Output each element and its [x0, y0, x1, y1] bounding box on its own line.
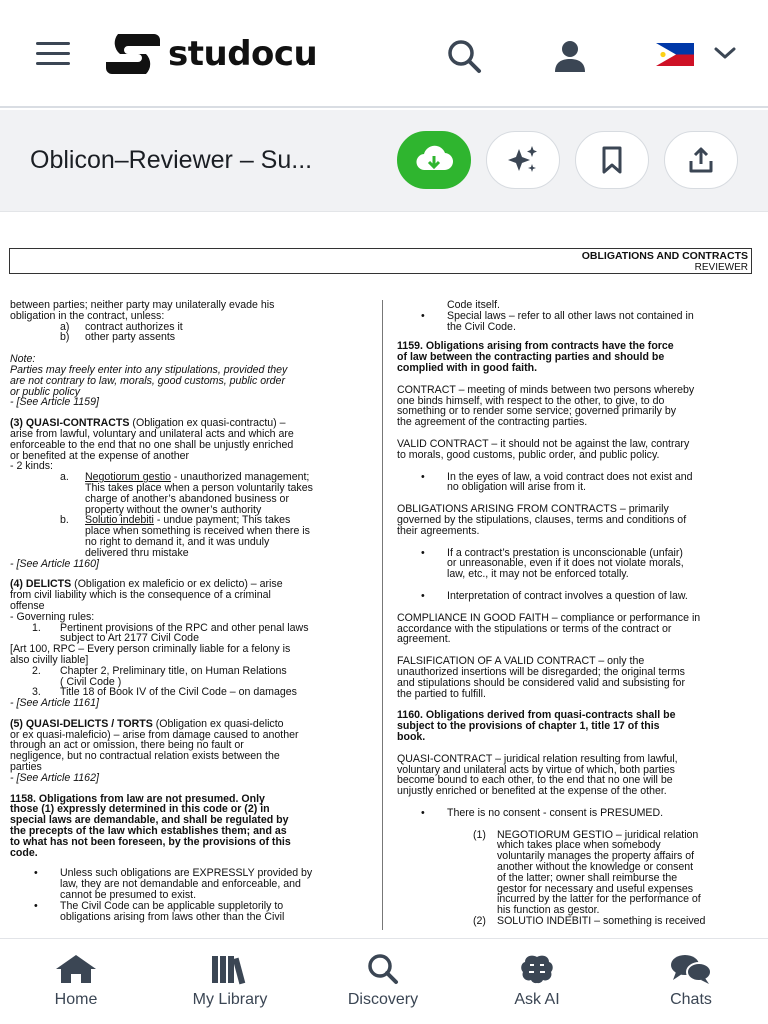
user-icon[interactable] — [550, 36, 590, 76]
download-icon — [414, 144, 454, 176]
section-heading: (4) DELICTS (Obligation ex maleficio or ex delicto) – arise — [10, 578, 283, 591]
list-item: a. Negotiorum gestio - unauthorized management; — [60, 471, 310, 484]
text-line: and stipulations should be considered valid and subsisting for — [397, 676, 685, 689]
text-line: property without the owner’s authority — [85, 503, 262, 516]
text-line: obligations arising from laws other than the Civil — [60, 910, 285, 923]
list-item: (1) NEGOTIORUM GESTIO – juridical relation — [473, 828, 699, 841]
brand-name: studocu — [168, 34, 318, 74]
list-item: 3. Title 18 of Book IV of the Civil Code – on damages — [32, 686, 297, 699]
text-line: FALSIFICATION OF A VALID CONTRACT – only the — [397, 655, 645, 668]
section-heading: (3) QUASI-CONTRACTS (Obligation ex quasi-contractu) – — [10, 417, 286, 430]
article-heading: those (1) expressly determined in this code or (2) in — [10, 803, 270, 816]
text-line: offense — [10, 599, 45, 612]
text-line: his function as gestor. — [497, 904, 600, 917]
nav-discovery[interactable] — [328, 953, 438, 1017]
document-title: Oblicon–Reviewer – Su... — [30, 146, 313, 174]
document-header-box — [9, 248, 752, 274]
text-line: - Governing rules: — [10, 610, 95, 623]
text-line: arise from lawful, voluntary and unilateral acts and which are — [10, 427, 294, 440]
text-line: cannot be presumed to exist. — [60, 889, 197, 902]
nav-my-library-label: My Library — [192, 991, 268, 1008]
list-item: 1. Pertinent provisions of the RPC and other penal laws — [32, 621, 309, 634]
text-line: the Civil Code. — [447, 320, 516, 333]
nav-my-library[interactable] — [175, 953, 285, 1017]
document-title-bar — [0, 110, 768, 212]
section-heading: (5) QUASI-DELICTS / TORTS (Obligation ex quasi-delicto — [10, 717, 284, 730]
text-line: COMPLIANCE IN GOOD FAITH – compliance or performance in — [397, 611, 701, 624]
article-heading: 1158. Obligations from law are not presumed. Only — [10, 792, 265, 805]
article-reference: - [See Article 1160] — [10, 557, 99, 570]
text-line: unjustly enriched or benefited at the expense of the other. — [397, 785, 667, 798]
nav-ask-ai[interactable] — [482, 953, 592, 1017]
text-line: become bound to each other, to the end that no one will be — [397, 774, 673, 787]
text-line: law, etc., it may not be enforced totally. — [447, 568, 629, 581]
text-line: obligation in the contract, unless: — [10, 309, 165, 322]
article-heading: the precepts of the law which establishes them; and as — [10, 825, 287, 838]
article-heading: book. — [397, 730, 426, 743]
text-line: enforceable to the end that no one shall be unjustly enriched — [10, 438, 294, 451]
article-heading: code. — [10, 846, 38, 859]
text-line: agreement. — [397, 633, 451, 646]
text-line: voluntarily manages the property affairs of — [497, 850, 695, 863]
text-line: the partied to fulfill. — [397, 687, 486, 700]
text-line: to morals, good customs, public order, and public policy. — [397, 448, 660, 461]
studocu-logo[interactable] — [104, 30, 317, 78]
text-line: ( Civil Code ) — [60, 675, 122, 688]
note-text: Parties may freely enter into any stipulations, provided they — [10, 363, 288, 376]
document-header-title: OBLIGATIONS AND CONTRACTS — [581, 250, 748, 262]
text-line: no obligation will arise from it. — [447, 481, 586, 494]
text-line: gestor for necessary and useful expenses — [497, 882, 694, 895]
bullet-item: • The Civil Code can be applicable suppletorily to — [10, 901, 362, 912]
text-line: voluntary and unilateral acts by virtue of which, both parties — [397, 763, 675, 776]
list-item: 2. Chapter 2, Preliminary title, on Human Relations — [32, 664, 287, 677]
article-reference: - [See Article 1161] — [10, 697, 99, 710]
text-line: OBLIGATIONS ARISING FROM CONTRACTS – primarily — [397, 503, 669, 516]
document-page — [0, 214, 768, 938]
note-text: or public policy — [10, 385, 81, 398]
article-reference: - [See Article 1159] — [10, 396, 99, 409]
text-line: from civil liability which is the consequence of a criminal — [10, 589, 271, 602]
note-text: are not contrary to law, morals, good customs, public order — [10, 374, 285, 387]
bullet-item: • Interpretation of contract involves a question of law. — [397, 591, 747, 602]
brain-icon — [517, 953, 557, 985]
ai-sparkle-icon — [506, 143, 540, 177]
text-line: place when something is received when there is — [85, 525, 310, 538]
text-line: through an act or omission, there being no fault or — [10, 739, 244, 752]
home-icon — [54, 953, 98, 985]
chevron-down-icon[interactable] — [712, 44, 738, 62]
nav-ask-ai-label: Ask AI — [514, 991, 560, 1008]
text-line: the agreement of the contracting parties. — [397, 416, 588, 429]
text-line: of the latter; owner shall reimburse the — [497, 871, 678, 884]
philippines-flag-icon[interactable] — [656, 43, 694, 66]
share-icon — [686, 145, 716, 175]
nav-chats[interactable] — [636, 953, 746, 1017]
share-button[interactable] — [664, 131, 738, 189]
text-line: or benefited at the expense of another — [10, 449, 190, 462]
bookmark-icon — [598, 145, 626, 175]
bullet-item: • There is no consent - consent is PRESUMED. — [397, 808, 747, 819]
text-line: delivered thru mistake — [85, 546, 189, 559]
text-line: also civilly liable] — [10, 653, 89, 666]
text-line: their agreements. — [397, 524, 480, 537]
text-line: something or to render some service; governed primarily by — [397, 405, 677, 418]
nav-discovery-label: Discovery — [347, 991, 419, 1008]
text-line: no right to demand it, and it was unduly — [85, 535, 270, 548]
text-line: - 2 kinds: — [10, 460, 53, 473]
text-line: Code itself. — [447, 299, 500, 311]
article-heading: to what has not been foreseen, by the provisions of this — [10, 835, 291, 848]
article-heading: 1160. Obligations derived from quasi-contracts shall be — [397, 709, 676, 722]
document-header-subtitle: REVIEWER — [694, 262, 748, 273]
studocu-logo-mark — [104, 31, 162, 77]
text-line: CONTRACT – meeting of minds between two persons whereby — [397, 383, 695, 396]
note-label: Note: — [10, 353, 36, 366]
text-line: which takes place when somebody — [497, 839, 661, 852]
nav-chats-label: Chats — [670, 991, 712, 1008]
column-divider — [382, 300, 383, 930]
chat-bubbles-icon — [668, 953, 714, 985]
document-right-column — [397, 300, 747, 927]
hamburger-menu-icon[interactable] — [36, 42, 70, 66]
list-item: b. Solutio indebiti - undue payment; This takes — [60, 514, 291, 527]
text-line: QUASI-CONTRACT – juridical relation resulting from lawful, — [397, 752, 678, 765]
bullet-item: • Special laws – refer to all other laws not contained in — [397, 311, 747, 322]
text-line: charge of another’s abandoned business or — [85, 492, 289, 505]
bullet-item: • If a contract’s prestation is unconscionable (unfair) — [397, 548, 747, 559]
bullet-item: • In the eyes of law, a void contract does not exist and — [397, 472, 747, 483]
list-item: (2) SOLUTIO INDEBITI – something is received — [473, 915, 706, 928]
article-heading: subject to the provisions of chapter 1, title 17 of this — [397, 720, 660, 733]
text-line: This takes place when a person voluntarily takes — [85, 481, 313, 494]
bullet-item: • Unless such obligations are EXPRESSLY provided by — [10, 868, 362, 879]
bottom-navigation — [0, 938, 768, 1024]
text-line: negligence, but no contractual relation exists between the — [10, 750, 280, 763]
document-left-column — [10, 300, 362, 922]
ai-assist-button[interactable] — [486, 131, 560, 189]
text-line: [Art 100, RPC – Every person criminally liable for a felony is — [10, 643, 291, 656]
text-line: accordance with the stipulations or terms of the contract or — [397, 622, 672, 635]
library-icon — [210, 953, 250, 985]
article-heading: 1159. Obligations arising from contracts have the force — [397, 340, 674, 353]
text-line: law, they are not demandable and enforceable, and — [60, 878, 301, 891]
download-button[interactable] — [397, 131, 471, 189]
text-line: unauthorized insertions will be disregarded; the original terms — [397, 665, 685, 678]
article-heading: special laws are demandable, and shall be regulated by — [10, 814, 289, 827]
nav-home-label: Home — [54, 991, 98, 1008]
text-line: parties — [10, 761, 42, 774]
text-line: governed by the stipulations, clauses, terms and conditions of — [397, 513, 687, 526]
text-line: another without the knowledge or consent — [497, 861, 694, 874]
search-icon — [363, 953, 403, 985]
text-line: subject to Art 2177 Civil Code — [60, 632, 199, 645]
top-header — [0, 0, 768, 108]
text-line: VALID CONTRACT – it should not be against the law, contrary — [397, 437, 690, 450]
list-item: b) other party assents — [60, 331, 176, 344]
nav-home[interactable] — [21, 953, 131, 1017]
text-line: between parties; neither party may unilaterally evade his — [10, 299, 275, 311]
search-icon[interactable] — [444, 36, 484, 76]
text-line: or unreasonable, even if it does not violate morals, — [447, 557, 684, 570]
article-heading: of law between the contracting parties and should be — [397, 351, 665, 364]
article-reference: - [See Article 1162] — [10, 771, 99, 784]
article-heading: complied with in good faith. — [397, 361, 538, 374]
list-item: a) contract authorizes it — [60, 320, 183, 333]
bookmark-button[interactable] — [575, 131, 649, 189]
text-line: one binds himself, with respect to the other, to give, to do — [397, 394, 665, 407]
text-line: or ex quasi-maleficio) – arise from damage caused to another — [10, 728, 299, 741]
text-line: incurred by the latter for the performance of — [497, 893, 701, 906]
